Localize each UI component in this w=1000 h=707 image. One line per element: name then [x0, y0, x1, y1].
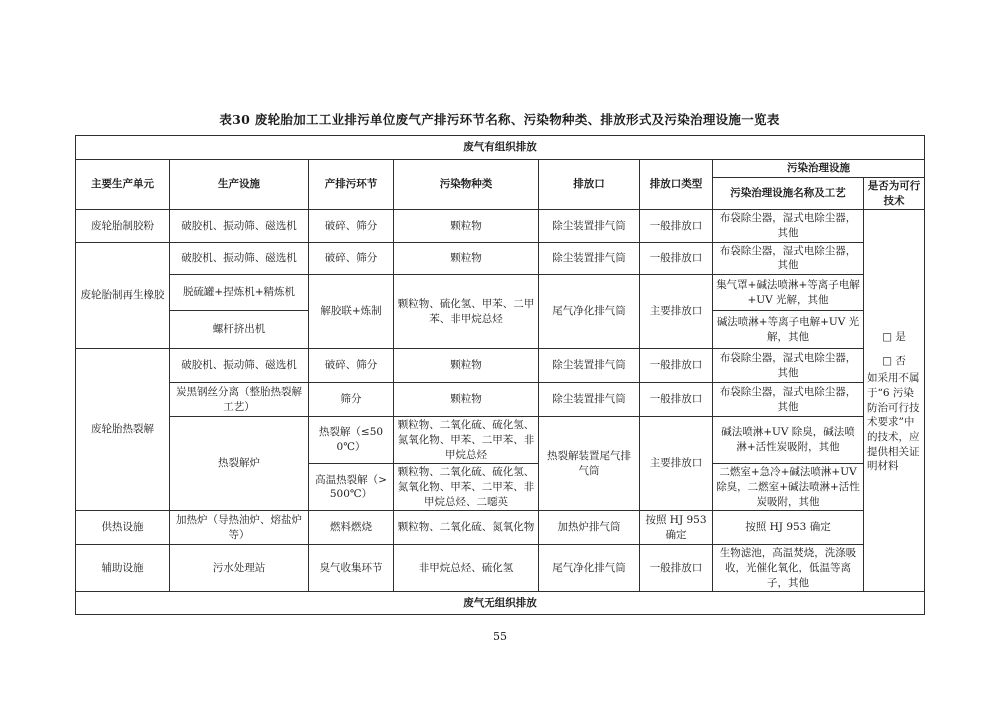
col-header-main-unit: 主要生产单元: [76, 160, 170, 210]
col-header-outlet: 排放口: [539, 160, 640, 210]
cell-pollutants: 颗粒物、二氧化硫、氮氧化物: [394, 511, 539, 545]
cell-facility: 螺杆挤出机: [170, 311, 309, 349]
cell-outlet-type: 一般排放口: [640, 242, 713, 274]
cell-treatment: 碱法喷淋+UV 除臭，碱法喷淋+活性炭吸附，其他: [713, 417, 864, 464]
cell-treatment: 集气罩+碱法喷淋+等离子电解+UV 光解，其他: [713, 275, 864, 311]
cell-treatment: 碱法喷淋+等离子电解+UV 光解，其他: [713, 311, 864, 349]
cell-facility: 污水处理站: [170, 545, 309, 592]
page-title: 表30 废轮胎加工工业排污单位废气产排污环节名称、污染物种类、排放形式及污染治理设施一览表: [219, 112, 780, 127]
cell-outlet: 除尘装置排气筒: [539, 383, 640, 417]
cell-treatment: 布袋除尘器，湿式电除尘器，其他: [713, 349, 864, 383]
cell-stage: 破碎、筛分: [309, 349, 394, 383]
checkbox-no-label: □ 否: [882, 355, 906, 368]
checkbox-yes-label: □ 是: [882, 330, 906, 343]
cell-pollutants: 非甲烷总烃、硫化氢: [394, 545, 539, 592]
cell-stage: 高温热裂解（>500℃）: [309, 464, 394, 511]
cell-outlet: 加热炉排气筒: [539, 511, 640, 545]
cell-pollutants: 颗粒物、硫化氢、甲苯、二甲苯、非甲烷总烃: [394, 275, 539, 349]
cell-outlet: 尾气净化排气筒: [539, 275, 640, 349]
cell-treatment: 按照 HJ 953 确定: [713, 511, 864, 545]
col-header-treatment-name: 污染治理设施名称及工艺: [713, 178, 864, 210]
cell-treatment: 布袋除尘器，湿式电除尘器，其他: [713, 242, 864, 274]
cell-stage: 解胶联+炼制: [309, 275, 394, 349]
page-number: 55: [493, 630, 507, 643]
cell-outlet-type: 主要排放口: [640, 275, 713, 349]
cell-treatment: 生物滤池，高温焚烧，洗涤吸收，光催化氧化，低温等离子，其他: [713, 545, 864, 592]
cell-pollutants: 颗粒物、二氧化硫、硫化氢、氮氧化物、甲苯、二甲苯、非甲烷总烃: [394, 417, 539, 464]
cell-pollutants: 颗粒物: [394, 242, 539, 274]
col-header-pollutants: 污染物种类: [394, 160, 539, 210]
cell-stage: 热裂解（≤500℃）: [309, 417, 394, 464]
feasible-note: 如采用不属于“6 污染防治可行技术要求”中的技术，应提供相关证明材料: [867, 372, 920, 473]
cell-facility: 加热炉（导热油炉、熔盐炉等）: [170, 511, 309, 545]
cell-outlet-type: 一般排放口: [640, 349, 713, 383]
cell-facility: 破胶机、振动筛、磁选机: [170, 349, 309, 383]
cell-treatment: 二燃室+急冷+碱法喷淋+UV 除臭，二燃室+碱法喷淋+活性炭吸附，其他: [713, 464, 864, 511]
cell-treatment: 布袋除尘器，湿式电除尘器，其他: [713, 383, 864, 417]
col-header-stage: 产排污环节: [309, 160, 394, 210]
cell-feasible-technology: [864, 210, 925, 592]
cell-facility: 脱硫罐+捏炼机+精炼机: [170, 275, 309, 311]
cell-stage: 燃料燃烧: [309, 511, 394, 545]
checkbox-no: [867, 354, 921, 369]
cell-pollutants: 颗粒物、二氧化硫、硫化氢、氮氧化物、甲苯、二甲苯、非甲烷总烃、二噁英: [394, 464, 539, 511]
cell-outlet-type: 一般排放口: [640, 383, 713, 417]
cell-outlet-type: 按照 HJ 953 确定: [640, 511, 713, 545]
cell-outlet-type: 一般排放口: [640, 210, 713, 242]
col-header-facility: 生产设施: [170, 160, 309, 210]
cell-facility: 破胶机、振动筛、磁选机: [170, 242, 309, 274]
cell-outlet: 热裂解装置尾气排气筒: [539, 417, 640, 511]
section-header-organized-emission: 废气有组织排放: [76, 136, 925, 160]
cell-pollutants: 颗粒物: [394, 210, 539, 242]
section-footer-fugitive-emission: 废气无组织排放: [76, 592, 925, 615]
cell-stage: 破碎、筛分: [309, 242, 394, 274]
checkbox-yes: [867, 330, 921, 345]
cell-stage: 臭气收集环节: [309, 545, 394, 592]
cell-pollutants: 颗粒物: [394, 383, 539, 417]
col-header-treatment-group: 污染治理设施: [713, 160, 925, 178]
cell-outlet-type: 主要排放口: [640, 417, 713, 511]
cell-unit: 废轮胎制胶粉: [76, 210, 170, 242]
col-header-outlet-type: 排放口类型: [640, 160, 713, 210]
cell-stage: 筛分: [309, 383, 394, 417]
cell-outlet: 除尘装置排气筒: [539, 242, 640, 274]
emissions-table-container: [75, 135, 924, 615]
cell-outlet: 尾气净化排气筒: [539, 545, 640, 592]
cell-unit: 废轮胎热裂解: [76, 349, 170, 511]
cell-treatment: 布袋除尘器，湿式电除尘器，其他: [713, 210, 864, 242]
cell-unit: 废轮胎制再生橡胶: [76, 242, 170, 348]
cell-outlet: 除尘装置排气筒: [539, 210, 640, 242]
cell-pollutants: 颗粒物: [394, 349, 539, 383]
cell-outlet-type: 一般排放口: [640, 545, 713, 592]
cell-unit: 供热设施: [76, 511, 170, 545]
cell-stage: 破碎、筛分: [309, 210, 394, 242]
cell-outlet: 除尘装置排气筒: [539, 349, 640, 383]
col-header-feasible: 是否为可行技术: [864, 178, 925, 210]
cell-facility: 热裂解炉: [170, 417, 309, 511]
cell-facility: 破胶机、振动筛、磁选机: [170, 210, 309, 242]
emissions-table: [75, 135, 925, 615]
cell-unit: 辅助设施: [76, 545, 170, 592]
cell-facility: 炭黑钢丝分离（整胎热裂解工艺）: [170, 383, 309, 417]
